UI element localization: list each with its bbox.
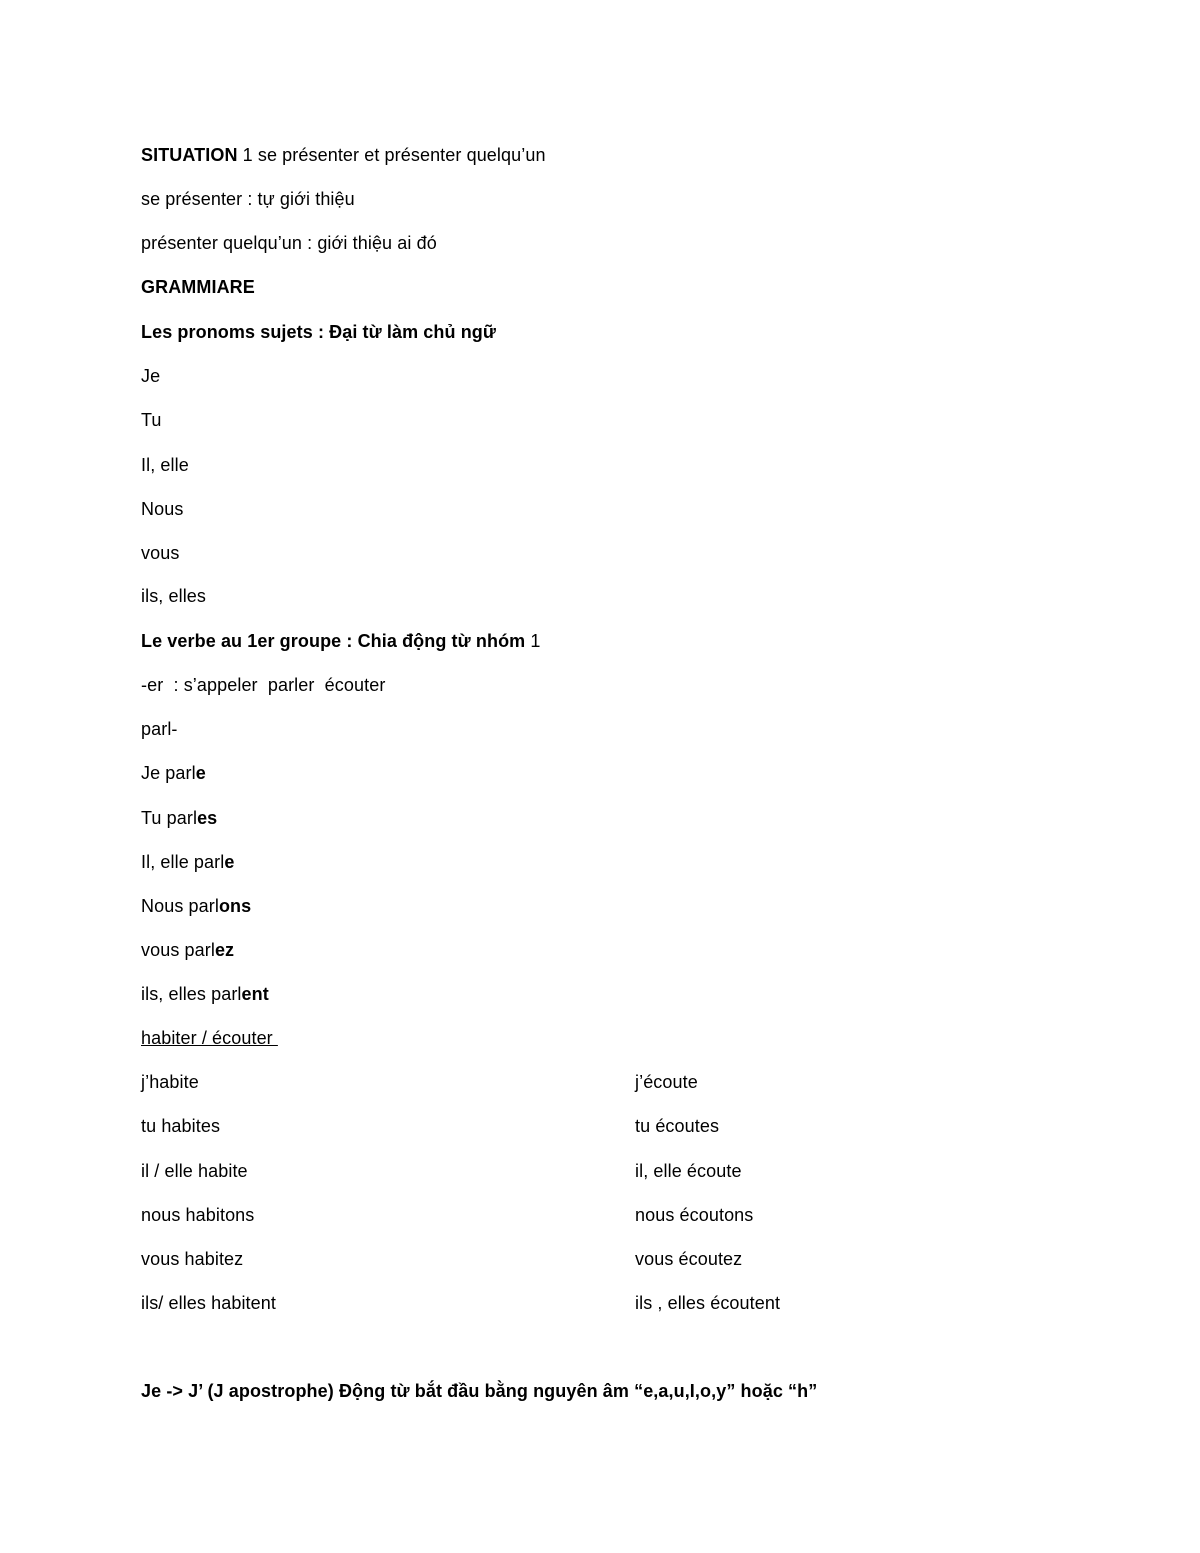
- conjugation-ending: e: [224, 852, 235, 872]
- conjugation-ending: e: [195, 763, 206, 783]
- conjugation-line: [141, 939, 234, 961]
- verb-examples: -er : s’appeler parler écouter: [141, 675, 386, 695]
- conjugation-line: [141, 983, 269, 1005]
- verbs-heading: [141, 630, 541, 652]
- conjugation-stem: ils, elles parl: [141, 984, 242, 1004]
- verb-stem: parl-: [141, 719, 178, 739]
- conjugation-line: [141, 851, 234, 873]
- ecouter-line: ils , elles écoutent: [635, 1293, 781, 1313]
- pronoun-item: ils, elles: [141, 586, 207, 606]
- situation-title-rest: 1 se présenter et présenter quelqu’un: [237, 145, 546, 165]
- situation-title: [141, 144, 546, 166]
- ecouter-line: il, elle écoute: [635, 1161, 742, 1181]
- habiter-line: j’habite: [141, 1072, 199, 1092]
- conjugation-stem: vous parl: [141, 940, 215, 960]
- conjugation-stem: Tu parl: [141, 808, 198, 828]
- ecouter-line: tu écoutes: [635, 1116, 720, 1136]
- habiter-line: ils/ elles habitent: [141, 1293, 276, 1313]
- habiter-line: il / elle habite: [141, 1161, 248, 1181]
- verbs-heading-text: Le verbe au 1er groupe : Chia động từ nhóm: [141, 631, 526, 651]
- ecouter-line: j’écoute: [635, 1072, 698, 1092]
- apostrophe-note: Je -> J’ (J apostrophe) Động từ bắt đầu bằng nguyên âm “e,a,u,I,o,y” hoặc “h”: [141, 1381, 818, 1401]
- conjugation-line: [141, 762, 206, 784]
- comparison-heading: habiter / écouter: [141, 1028, 278, 1048]
- conjugation-stem: Je parl: [141, 763, 196, 783]
- conjugation-ending: ent: [241, 984, 269, 1004]
- pronoun-item: Je: [141, 366, 161, 386]
- habiter-line: vous habitez: [141, 1249, 244, 1269]
- conjugation-line: [141, 807, 217, 829]
- ecouter-line: nous écoutons: [635, 1205, 754, 1225]
- verbs-heading-number: 1: [525, 631, 541, 651]
- ecouter-line: vous écoutez: [635, 1249, 743, 1269]
- intro-line-2: présenter quelqu’un : giới thiệu ai đó: [141, 233, 437, 253]
- conjugation-ending: ez: [214, 940, 235, 960]
- conjugation-stem: Nous parl: [141, 896, 219, 916]
- intro-line-1: se présenter : tự giới thiệu: [141, 189, 355, 209]
- habiter-line: nous habitons: [141, 1205, 255, 1225]
- pronouns-heading: Les pronoms sujets : Đại từ làm chủ ngữ: [141, 322, 497, 342]
- conjugation-ending: ons: [218, 896, 252, 916]
- habiter-line: tu habites: [141, 1116, 221, 1136]
- pronoun-item: Tu: [141, 410, 162, 430]
- grammar-heading: GRAMMIARE: [141, 277, 255, 297]
- pronoun-item: Il, elle: [141, 455, 189, 475]
- situation-title-bold: SITUATION: [141, 145, 238, 165]
- pronoun-item: vous: [141, 543, 180, 563]
- conjugation-line: [141, 895, 251, 917]
- pronoun-item: Nous: [141, 499, 184, 519]
- conjugation-ending: es: [197, 808, 218, 828]
- conjugation-stem: Il, elle parl: [141, 852, 225, 872]
